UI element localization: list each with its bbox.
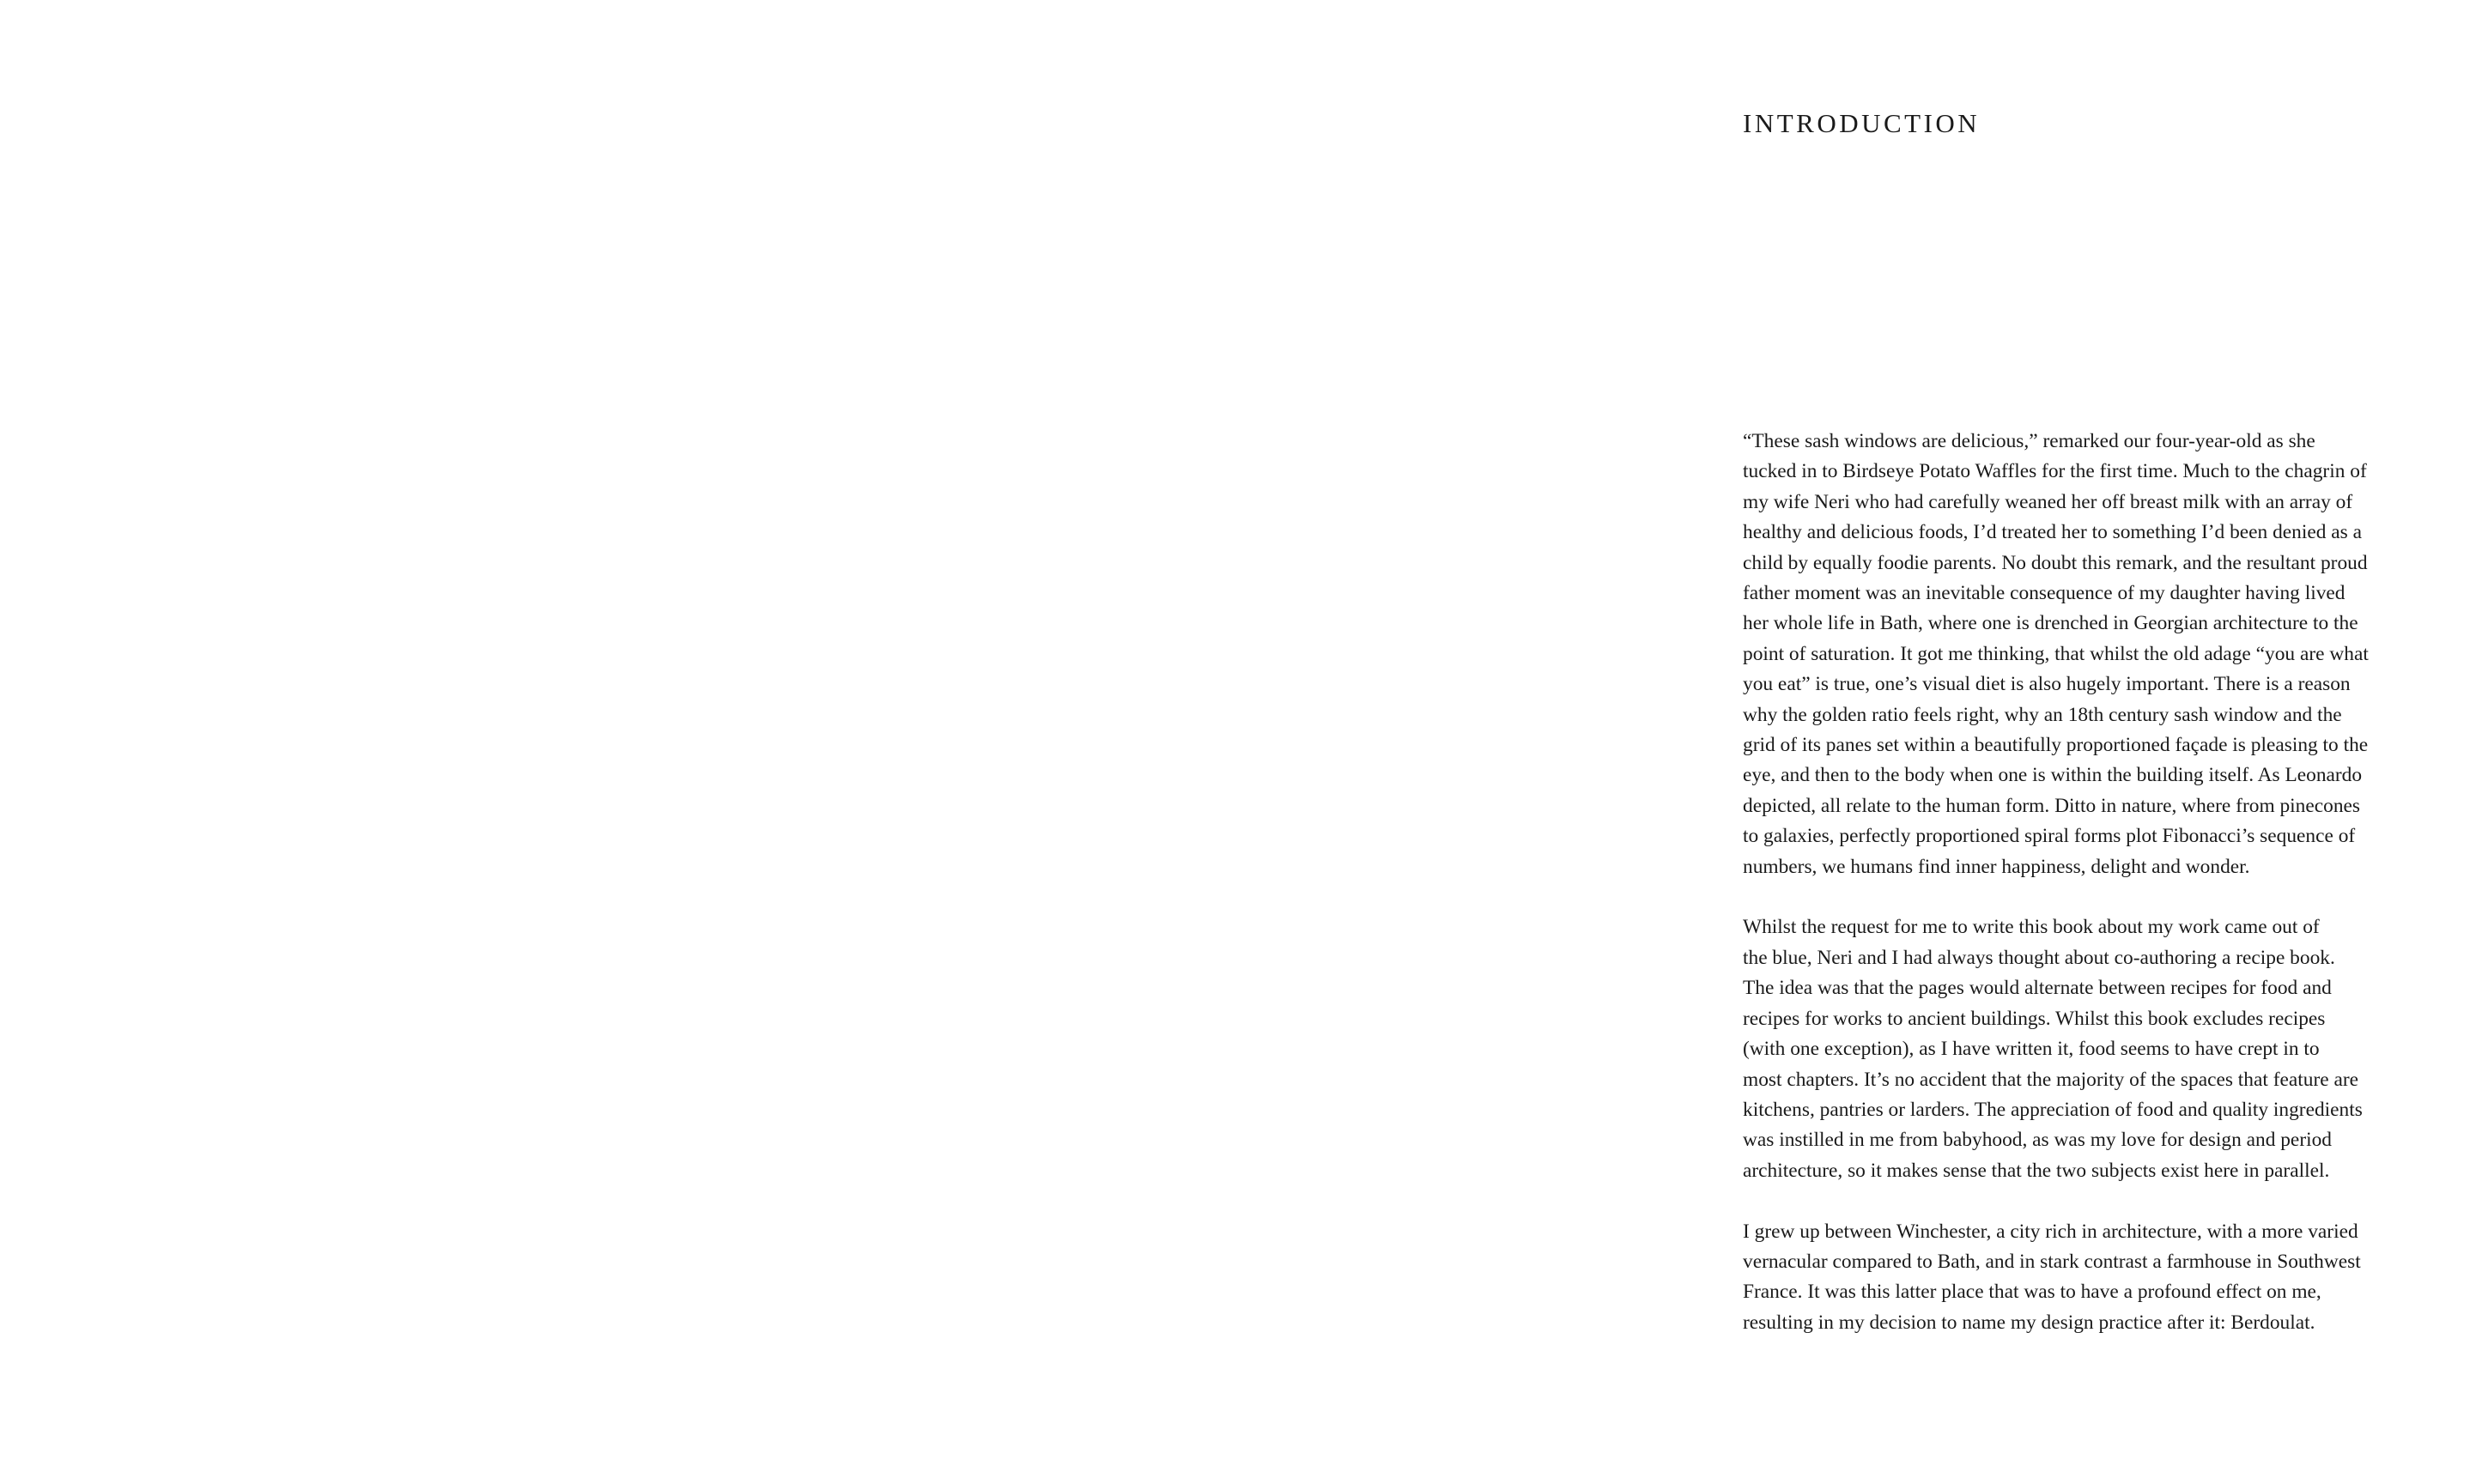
text-line: was instilled in me from babyhood, as was my love for design and period <box>1743 1129 2332 1152</box>
text-line: most chapters. It’s no accident that the majority of the spaces that feature are <box>1743 1068 2359 1091</box>
text-line: “These sash windows are delicious,” remarked our four-year-old as she <box>1743 430 2315 452</box>
paragraph <box>1743 912 2421 1186</box>
text-line: child by equally foodie parents. No doubt this remark, and the resultant proud <box>1743 551 2368 574</box>
text-line: kitchens, pantries or larders. The appreciation of food and quality ingredients <box>1743 1098 2363 1121</box>
text-line: tucked in to Birdseye Potato Waffles for the first time. Much to the chagrin of <box>1743 460 2367 483</box>
text-line: the blue, Neri and I had always thought about co-authoring a recipe book. <box>1743 946 2335 969</box>
text-line: grid of its panes set within a beautifully proportioned façade is pleasing to the <box>1743 734 2369 757</box>
text-line: vernacular compared to Bath, and in stark contrast a farmhouse in Southwest <box>1743 1250 2361 1273</box>
text-line: architecture, so it makes sense that the two subjects exist here in parallel. <box>1743 1159 2330 1182</box>
paragraph <box>1743 427 2421 882</box>
body-text <box>1743 427 2421 1369</box>
text-line: my wife Neri who had carefully weaned her off breast milk with an array of <box>1743 490 2353 513</box>
text-line: healthy and delicious foods, I’d treated her to something I’d been denied as a <box>1743 521 2362 544</box>
text-line: I grew up between Winchester, a city rich in architecture, with a more varied <box>1743 1220 2358 1243</box>
right-page <box>1241 0 2482 1484</box>
text-line: resulting in my decision to name my design practice after it: Berdoulat. <box>1743 1311 2315 1334</box>
text-line: her whole life in Bath, where one is drenched in Georgian architecture to the <box>1743 612 2358 635</box>
paragraph <box>1743 1217 2421 1339</box>
text-line: you eat” is true, one’s visual diet is also hugely important. There is a reason <box>1743 673 2351 696</box>
text-line: Whilst the request for me to write this book about my work came out of <box>1743 916 2320 939</box>
text-line: (with one exception), as I have written it, food seems to have crept in to <box>1743 1038 2320 1061</box>
text-line: why the golden ratio feels right, why an 18th century sash window and the <box>1743 703 2342 726</box>
text-line: depicted, all relate to the human form. Ditto in nature, where from pinecones <box>1743 794 2361 817</box>
text-line: recipes for works to ancient buildings. Whilst this book excludes recipes <box>1743 1007 2326 1030</box>
text-line: to galaxies, perfectly proportioned spiral forms plot Fibonacci’s sequence of <box>1743 825 2356 848</box>
text-line: numbers, we humans find inner happiness, delight and wonder. <box>1743 855 2250 878</box>
text-line: eye, and then to the body when one is within the building itself. As Leonardo <box>1743 764 2363 787</box>
section-heading: INTRODUCTION <box>1743 108 1981 138</box>
text-line: France. It was this latter place that was to have a profound effect on me, <box>1743 1281 2321 1304</box>
text-line: point of saturation. It got me thinking, that whilst the old adage “you are what <box>1743 642 2369 665</box>
text-line: The idea was that the pages would alternate between recipes for food and <box>1743 977 2332 1000</box>
text-line: father moment was an inevitable consequence of my daughter having lived <box>1743 582 2345 605</box>
